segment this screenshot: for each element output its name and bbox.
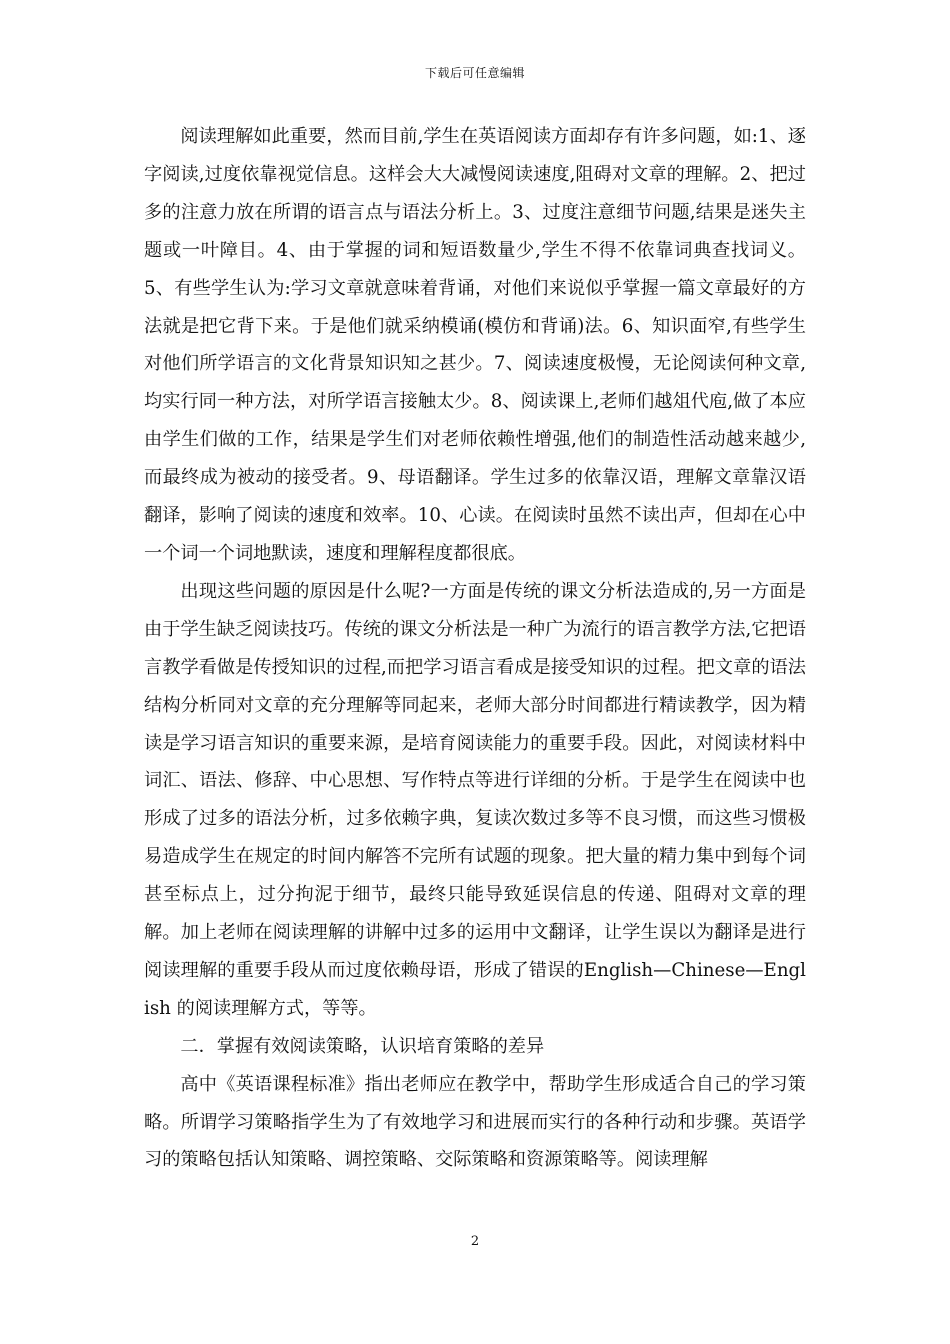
page-number: 2	[470, 1234, 480, 1249]
page-header: 下载后可任意编辑	[424, 66, 525, 80]
paragraph-problem-causes: 出现这些问题的原因是什么呢?一方面是传统的课文分析法造成的,另一方面是由于学生缺乏阅读技巧。传统的课文分析法是一种广为流行的语言教学方法,它把语言教学看做是传授知识的过程,而把学习语言看成是接受知识的过程。把文章的语法结构分析同对文章的充分理解等同起来，老师大部分时间都进行精读教学，因为精读是学习语言知识的重要来源，是培育阅读能力的重要手段。因此，对阅读材料中词汇、语法、修辞、中心思想、写作特点等进行详细的分析。于是学生在阅读中也形成了过多的语法分析，过多依赖字典，复读次数过多等不良习惯，而这些习惯极易造成学生在规定的时间内解答不完所有试题的现象。把大量的精力集中到每个词甚至标点上，过分拘泥于细节，最终只能导致延误信息的传递、阻碍对文章的理解。加上老师在阅读理解的讲解中过多的运用中文翻译，让学生误以为翻译是进行阅读理解的重要手段从而过度依赖母语，形成了错误的English—Chinese—English 的阅读理解方式，等等。	[144, 580, 806, 1019]
document-body	[144, 118, 806, 1179]
paragraph-reading-problems: 阅读理解如此重要，然而目前,学生在英语阅读方面却存有许多问题，如:1、逐字阅读,过度依靠视觉信息。这样会大大减慢阅读速度,阻碍对文章的理解。2、把过多的注意力放在所谓的语言点与语法分析上。3、过度注意细节问题,结果是迷失主题或一叶障目。4、由于掌握的词和短语数量少,学生不得不依靠词典查找词义。5、有些学生认为:学习文章就意味着背诵，对他们来说似乎掌握一篇文章最好的方法就是把它背下来。于是他们就采纳模诵(模仿和背诵)法。6、知识面窄,有些学生对他们所学语言的文化背景知识知之甚少。7、阅读速度极慢，无论阅读何种文章,均实行同一种方法，对所学语言接触太少。8、阅读课上,老师们越俎代庖,做了本应由学生们做的工作，结果是学生们对老师依赖性增强,他们的制造性活动越来越少,而最终成为被动的接受者。9、母语翻译。学生过多的依靠汉语，理解文章靠汉语翻译，影响了阅读的速度和效率。10、心读。在阅读时虽然不读出声，但却在心中一个词一个词地默读，速度和理解程度都很底。	[144, 126, 806, 564]
section-heading-strategies: 二．掌握有效阅读策略，认识培育策略的差异	[180, 1035, 545, 1057]
paragraph-curriculum-standard: 高中《英语课程标准》指出老师应在教学中，帮助学生形成适合自己的学习策略。所谓学习策略指学生为了有效地学习和进展而实行的各种行动和步骤。英语学习的策略包括认知策略、调控策略、交际策略和资源策略等。阅读理解	[144, 1073, 806, 1171]
